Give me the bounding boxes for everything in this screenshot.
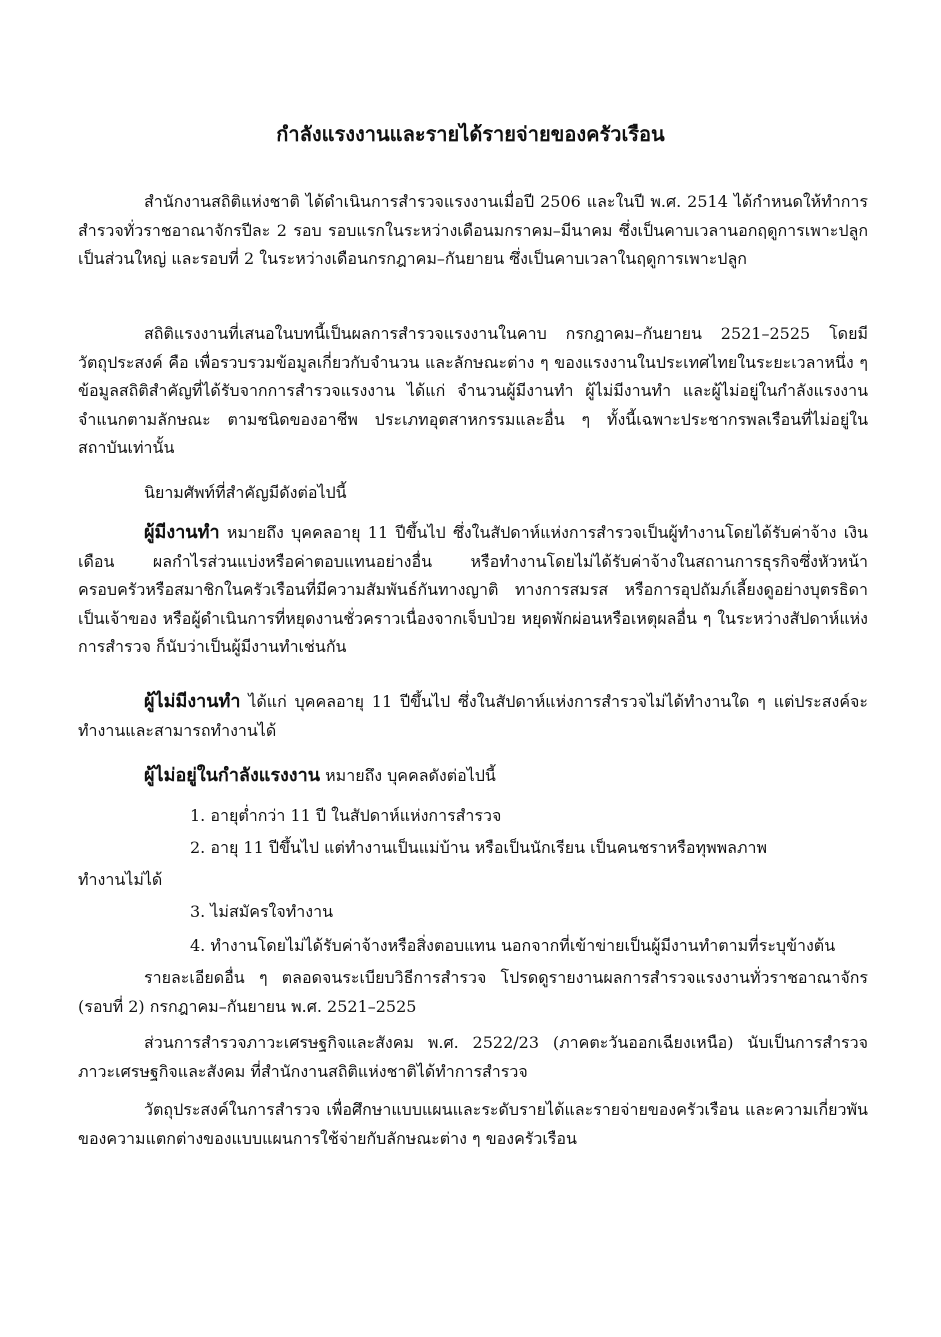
survey-paragraph: ส่วนการสำรวจภาวะเศรษฐกิจและสังคม พ.ศ. 2522/23 (ภาคตะวันออกเฉียงเหนือ) นับเป็นการสำรวจภาวะเศรษฐกิจและสังคม ที่สำนักงานสถิติแห่งชาติได้ทำการสำรวจ [78, 1033, 868, 1081]
list-item: 3. ไม่สมัครใจทำงาน [190, 902, 334, 921]
term-employed: ผู้มีงานทำ [144, 522, 220, 543]
list-item: 1. อายุต่ำกว่า 11 ปี ในสัปดาห์แห่งการสำรวจ [190, 806, 502, 825]
definition-not-in-labor-force-text: หมายถึง บุคคลดังต่อไปนี้ [325, 766, 496, 785]
intro-paragraph: สำนักงานสถิติแห่งชาติ ได้ดำเนินการสำรวจแรงงานเมื่อปี 2506 และในปี พ.ศ. 2514 ได้กำหนดให้ทำการสำรวจทั่วราชอาณาจักรปีละ 2 รอบ รอบแรกในระหว่างเดือนมกราคม–มีนาคม ซึ่งเป็นคาบเวลานอกฤดูการเพาะปลูกเป็นส่วนใหญ่ และรอบที่ 2 ในระหว่างเดือนกรกฎาคม–กันยายน ซึ่งเป็นคาบเวลาในฤดูการเพาะปลูก [78, 192, 868, 268]
list-item-continuation: ทำงานไม่ได้ [78, 870, 163, 889]
definition-employed [78, 519, 868, 662]
objective-paragraph: วัตถุประสงค์ในการสำรวจ เพื่อศึกษาแบบแผนและระดับรายได้และรายจ่ายของครัวเรือน และความเกี่ยวพันของความแตกต่างของแบบแผนการใช้จ่ายกับลักษณะต่าง ๆ ของครัวเรือน [78, 1100, 868, 1148]
term-unemployed: ผู้ไม่มีงานทำ [144, 691, 241, 712]
definition-employed-text: หมายถึง บุคคลอายุ 11 ปีขึ้นไป ซึ่งในสัปดาห์แห่งการสำรวจเป็นผู้ทำงานโดยได้รับค่าจ้าง เงินเดือน ผลกำไรส่วนแบ่งหรือค่าตอบแทนอย่างอื่น หรือทำงานโดยไม่ได้รับค่าจ้างในสถานการธุรกิจซึ่งหัวหน้าครอบครัวหรือสมาชิกในครัวเรือนที่มีความสัมพันธ์กันทางญาติ ทางการสมรส หรือการอุปถัมภ์เลี้ยงดูอย่างบุตรธิดาเป็นเจ้าของ หรือผู้ดำเนินการที่หยุดงานชั่วคราวเนื่องจากเจ็บป่วย หยุดพักผ่อนหรือเหตุผลอื่น ๆ ในระหว่างสัปดาห์แห่งการสำรวจ ก็นับว่าเป็นผู้มีงานทำเช่นกัน [78, 523, 868, 656]
details-paragraph: รายละเอียดอื่น ๆ ตลอดจนระเบียบวิธีการสำรวจ โปรดดูรายงานผลการสำรวจแรงงานทั่วราชอาณาจักร (รอบที่ 2) กรกฎาคม–กันยายน พ.ศ. 2521–2525 [78, 968, 868, 1016]
definition-unemployed [78, 688, 868, 745]
list-item: 2. อายุ 11 ปีขึ้นไป แต่ทำงานเป็นแม่บ้าน หรือเป็นนักเรียน เป็นคนชราหรือทุพพลภาพ [190, 838, 768, 857]
definitions-intro: นิยามศัพท์ที่สำคัญมีดังต่อไปนี้ [144, 483, 347, 502]
definition-unemployed-text: ได้แก่ บุคคลอายุ 11 ปีขึ้นไป ซึ่งในสัปดาห์แห่งการสำรวจไม่ได้ทำงานใด ๆ แต่ประสงค์จะทำงานและสามารถทำงานได้ [78, 692, 868, 740]
term-not-in-labor-force: ผู้ไม่อยู่ในกำลังแรงงาน [144, 765, 321, 786]
labor-statistics-paragraph: สถิติแรงงานที่เสนอในบทนี้เป็นผลการสำรวจแรงงานในคาบ กรกฎาคม–กันยายน 2521–2525 โดยมีวัตถุประสงค์ คือ เพื่อรวบรวมข้อมูลเกี่ยวกับจำนวน และลักษณะต่าง ๆ ของแรงงานในประเทศไทยในระยะเวลาหนึ่ง ๆ ข้อมูลสถิติสำคัญที่ได้รับจากการสำรวจแรงงาน ได้แก่ จำนวนผู้มีงานทำ ผู้ไม่มีงานทำ และผู้ไม่อยู่ในกำลังแรงงาน จำแนกตามลักษณะ ตามชนิดของอาชีพ ประเภทอุตสาหกรรมและอื่น ๆ ทั้งนี้เฉพาะประชากรพลเรือนที่ไม่อยู่ในสถาบันเท่านั้น [78, 324, 868, 457]
list-item: 4. ทำงานโดยไม่ได้รับค่าจ้างหรือสิ่งตอบแทน นอกจากที่เข้าข่ายเป็นผู้มีงานทำตามที่ระบุข้างต้น [190, 936, 836, 955]
definition-not-in-labor-force [78, 762, 868, 791]
page-title: กำลังแรงงานและรายได้รายจ่ายของครัวเรือน [276, 122, 665, 146]
